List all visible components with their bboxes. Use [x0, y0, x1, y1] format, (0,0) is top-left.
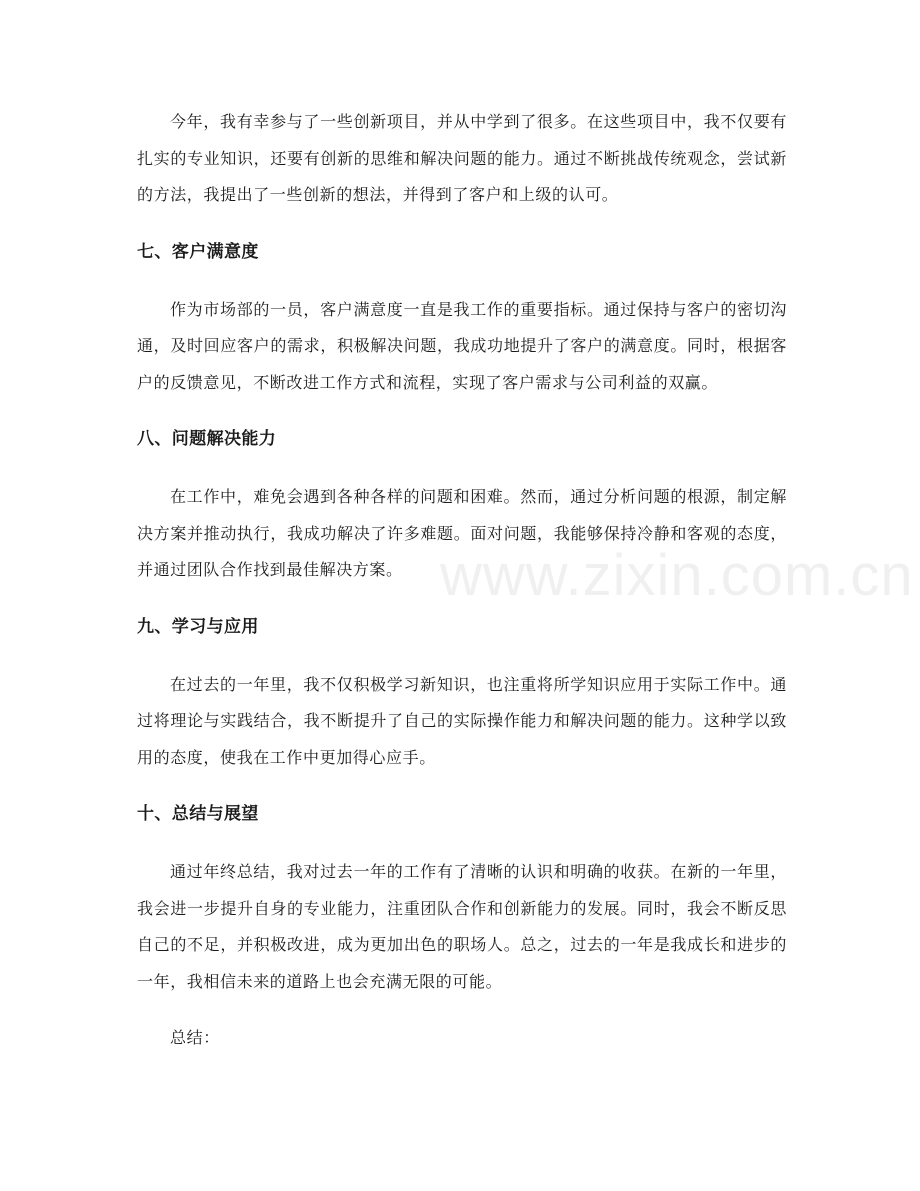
paragraph-closing-label: 总结： [170, 1028, 220, 1047]
watermark-text: www.zixin.com.cn [440, 543, 914, 608]
paragraph-summary-outlook: 通过年终总结，我对过去一年的工作有了清晰的认识和明确的收获。在新的一年里，我会进一步提升自身的专业能力，注重团队合作和创新能力的发展。同时，我会不断反思自己的不足，并积极改进，成为更加出色的职场人。总之，过去的一年是我成长和进步的一年，我相信未来的道路上也会充满无限的可能。 [137, 862, 787, 991]
heading-learning-application: 九、学习与应用 [137, 616, 259, 637]
paragraph-learning-application: 在过去的一年里，我不仅积极学习新知识，也注重将所学知识应用于实际工作中。通过将理论与实践结合，我不断提升了自己的实际操作能力和解决问题的能力。这种学以致用的态度，使我在工作中更加得心应手。 [137, 674, 787, 767]
heading-problem-solving: 八、问题解决能力 [137, 429, 277, 449]
paragraph-customer-satisfaction: 作为市场部的一员，客户满意度一直是我工作的重要指标。通过保持与客户的密切沟通，及时回应客户的需求，积极解决问题，我成功地提升了客户的满意度。同时，根据客户的反馈意见，不断改进工作方式和流程，实现了客户需求与公司利益的双赢。 [137, 299, 787, 392]
heading-summary-outlook: 十、总结与展望 [137, 804, 259, 824]
document-body [137, 104, 787, 1057]
paragraph-innovation: 今年，我有幸参与了一些创新项目，并从中学到了很多。在这些项目中，我不仅要有扎实的专业知识，还要有创新的思维和解决问题的能力。通过不断挑战传统观念，尝试新的方法，我提出了一些创新的想法，并得到了客户和上级的认可。 [137, 112, 787, 204]
heading-customer-satisfaction: 七、客户满意度 [137, 241, 259, 262]
paragraph-problem-solving: 在工作中，难免会遇到各种各样的问题和困难。然而，通过分析问题的根源，制定解决方案并推动执行，我成功解决了许多难题。面对问题，我能够保持冷静和客观的态度，并通过团队合作找到最佳解决方案。 [137, 487, 787, 579]
